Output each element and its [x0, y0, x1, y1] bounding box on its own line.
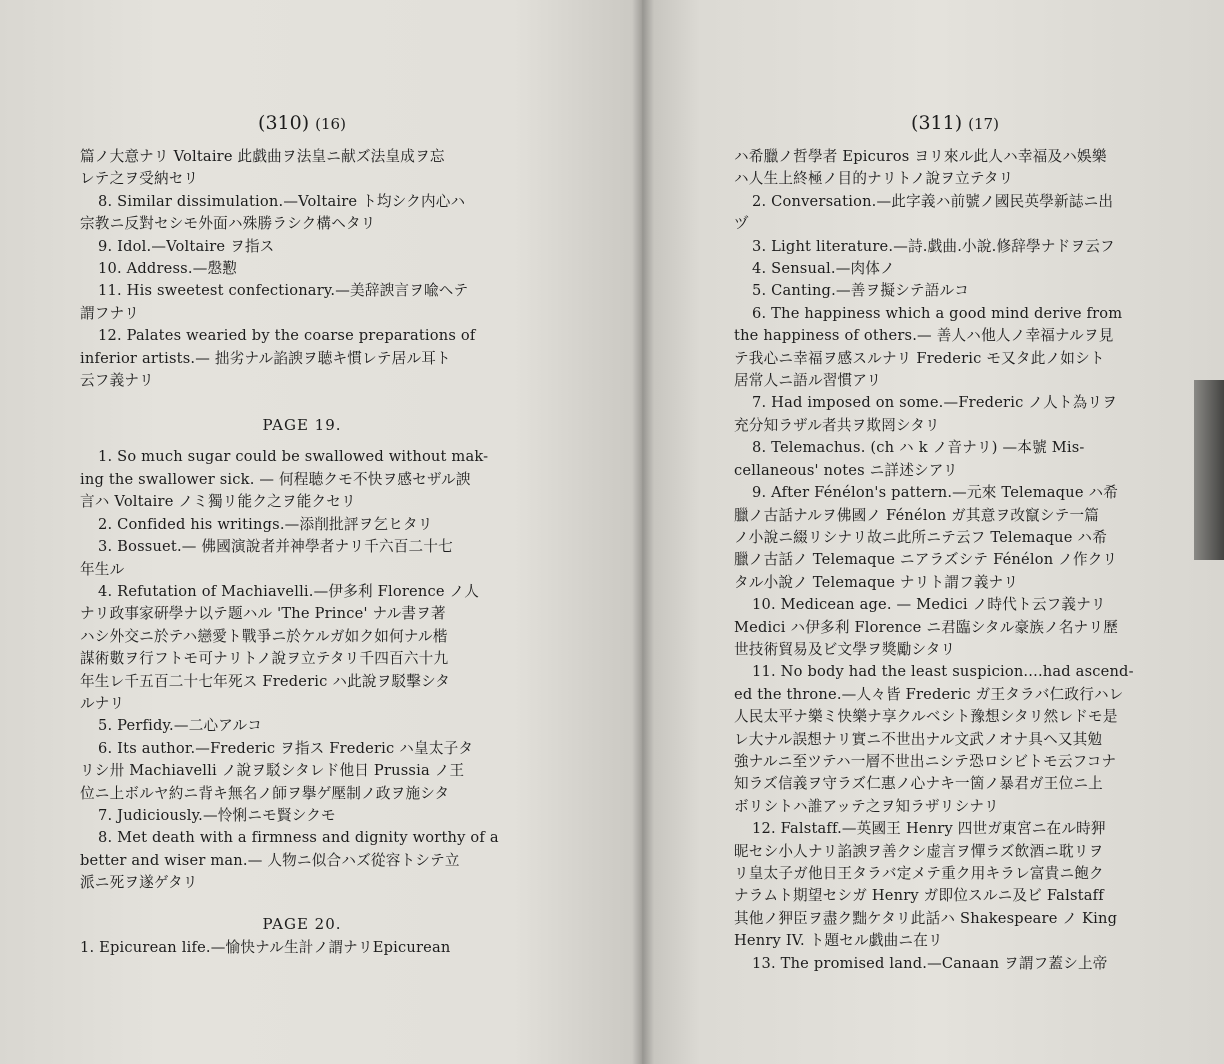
text-line: ルナリ: [80, 694, 125, 712]
text-line: inferior artists.— 拙劣ナル諂諛ヲ聴キ慣レテ居ル耳ト: [80, 349, 451, 367]
text-line: 年生レ千五百二十七年死ス Frederic ハ此說ヲ駁擊シタ: [80, 672, 451, 690]
text-line: 謀術數ヲ行フトモ可ナリトノ說ヲ立テタリ千四百六十九: [80, 650, 449, 668]
text-line: 11. His sweetest confectionary.—美辞諛言ヲ喩ヘテ: [98, 282, 469, 300]
text-line: 1. Epicurean life.—愉快ナル生計ノ謂ナリEpicurean: [80, 938, 451, 956]
page-19-heading: PAGE 19.: [262, 416, 342, 435]
right-block: [734, 146, 1176, 975]
text-line: 篇ノ大意ナリ Voltaire 此戯曲ヲ法皇ニ献ズ法皇成ヲ忘: [80, 148, 445, 165]
text-line: 云フ義ナリ: [80, 372, 154, 390]
text-line: 7. Judiciously.—怜悧ニモ賢シクモ: [98, 806, 336, 824]
left-block-b: [80, 446, 524, 894]
text-line: Medici ハ伊多利 Florence ニ君臨シタル豪族ノ名ナリ歷: [734, 618, 1119, 636]
text-line: 11. No body had the least suspicion....had ascend-: [752, 663, 1134, 681]
text-line: 4. Refutation of Machiavelli.—伊多利 Florence ノ人: [98, 582, 480, 600]
text-line: better and wiser man.— 人物ニ似合ハズ從容トシテ立: [80, 851, 460, 869]
text-line: 4. Sensual.—肉体ノ: [752, 260, 895, 278]
text-line: ノ小說ニ綴リシナリ故ニ此所ニテ云フ Telemaque ハ希: [734, 528, 1108, 546]
text-line: 7. Had imposed on some.—Frederic ノ人ト為リヲ: [752, 394, 1118, 412]
page-sub-number-16: (16): [315, 115, 346, 133]
text-line: 宗教ニ反對セシモ外面ハ殊勝ラシク構ヘタリ: [80, 215, 376, 233]
text-line: cellaneous' notes ニ詳述シアリ: [734, 461, 958, 479]
text-line: リ皇太子ガ他日王タラバ定メテ重ク用キラレ富貴ニ飽ク: [734, 865, 1104, 882]
text-line: ハ人生上終極ノ目的ナリトノ說ヲ立テタリ: [734, 170, 1014, 188]
text-line: タル小說ノ Telemaque ナリト謂フ義ナリ: [734, 573, 1019, 591]
text-line: 年生ル: [80, 560, 125, 578]
text-line: レ大ナル誤想ナリ實ニ不世出ナル文武ノオナ具ヘ又其勉: [734, 730, 1103, 748]
text-line: 12. Palates wearied by the coarse preparations of: [98, 327, 476, 345]
text-line: ボリシトハ誰アッテ之ヲ知ラザリシナリ: [734, 797, 999, 815]
text-line: ヅ: [734, 215, 749, 233]
right-page-number: [734, 110, 1176, 136]
text-line: 謂フナリ: [80, 304, 140, 322]
text-line: ハ希臘ノ哲學者 Epicuros ヨリ來ル此人ハ幸福及ハ娛樂: [734, 148, 1107, 165]
text-line: 昵セシ小人ナリ諂諛ヲ善クシ虚言ヲ憚ラズ飲酒ニ耽リヲ: [734, 842, 1104, 860]
text-line: 8. Telemachus. (ch ハ k ノ音ナリ) —本號 Mis-: [752, 439, 1085, 457]
text-line: 世技術貿易及ビ文學ヲ獎勵シタリ: [734, 640, 956, 658]
text-line: 5. Canting.—善ヲ擬シテ語ルコ: [752, 282, 970, 300]
text-line: ed the throne.—人々皆 Frederic ガ王タラバ仁政行ハレ: [734, 685, 1124, 703]
page-sub-number-17: (17): [968, 115, 999, 133]
text-line: 2. Conversation.—此字義ハ前號ノ國民英學新誌ニ出: [752, 192, 1114, 210]
text-line: 9. After Fénélon's pattern.—元來 Telemaque ハ希: [752, 484, 1119, 502]
text-line: 派ニ死ヲ遂ゲタリ: [80, 874, 198, 892]
left-block-c: [80, 937, 524, 959]
text-line: 8. Similar dissimulation.—Voltaire ト均シク内心ハ: [98, 192, 466, 210]
text-line: 10. Address.—慇懃: [98, 260, 238, 278]
text-line: Henry IV. ト題セル戯曲ニ在リ: [734, 932, 943, 950]
text-line: テ我心ニ幸福ヲ感スルナリ Frederic モ又タ此ノ如シト: [734, 349, 1105, 367]
text-line: 知ラズ信義ヲ守ラズ仁惠ノ心ナキ一箇ノ暴君ガ王位ニ上: [734, 775, 1103, 793]
text-line: リシ卅 Machiavelli ノ說ヲ駁シタレド他日 Prussia ノ王: [80, 762, 465, 780]
page-number-311: (311): [911, 112, 963, 134]
text-line: 10. Medicean age. — Medici ノ時代ト云フ義ナリ: [752, 596, 1106, 614]
text-line: ハシ外交ニ於テハ戀愛ト戰爭ニ於ケルガ如ク如何ナル楷: [80, 627, 448, 645]
text-line: 臘ノ古話ナルヲ佛國ノ Fénélon ガ其意ヲ改竄シテ一篇: [734, 506, 1100, 524]
text-line: 強ナルニ至ツテハ一層不世出ニシテ恐ロシビトモ云フコナ: [734, 752, 1117, 770]
right-page: [642, 0, 1224, 1064]
text-line: ing the swallower sick. — 何程聴クモ不快ヲ感セザル諛: [80, 470, 471, 488]
text-line: 3. Bossuet.— 佛國演說者并神學者ナリ千六百二十七: [98, 538, 453, 556]
text-line: 居常人ニ語ル習慣アリ: [734, 372, 882, 390]
text-line: 臘ノ古話ノ Telemaque ニアラズシテ Fénélon ノ作クリ: [734, 551, 1118, 569]
text-line: 充分知ラザル者共ヲ欺罔シタリ: [734, 416, 940, 434]
text-line: 1. So much sugar could be swallowed without mak-: [98, 448, 489, 466]
text-line: レテ之ヲ受納セリ: [80, 170, 199, 188]
text-line: the happiness of others.— 善人ハ他人ノ幸福ナルヲ見: [734, 327, 1114, 345]
book-edge-right: [1194, 380, 1224, 560]
text-line: 位ニ上ボルヤ約ニ背キ無名ノ師ヲ擧ゲ壓制ノ政ヲ施シタ: [80, 784, 450, 802]
text-line: 人民太平ナ樂ミ快樂ナ享クルベシト豫想シタリ然レドモ是: [734, 708, 1118, 726]
text-line: 其他ノ狎臣ヲ盡ク黜ケタリ此話ハ Shakespeare ノ King: [734, 909, 1118, 927]
text-line: 3. Light literature.—詩.戯曲.小說.修辞學ナドヲ云フ: [752, 237, 1115, 255]
page-20-heading: PAGE 20.: [262, 914, 342, 933]
text-line: ナラムト期望セシガ Henry ガ即位スルニ及ビ Falstaff: [734, 887, 1104, 905]
text-line: 13. The promised land.—Canaan ヲ謂フ蓋シ上帝: [752, 954, 1108, 972]
text-line: ナリ政事家硏學ナ以テ题ハル 'The Prince' ナル書ヲ著: [80, 605, 446, 623]
text-line: 5. Perfidy.—二心アルコ: [98, 717, 263, 735]
page-number-310: (310): [258, 112, 310, 134]
text-line: 9. Idol.—Voltaire ヲ指ス: [98, 237, 275, 255]
book-gutter: [632, 0, 654, 1064]
text-line: 6. Its author.—Frederic ヲ指ス Frederic ハ皇太子タ: [98, 739, 474, 757]
text-line: 2. Confided his writings.—添削批評ヲ乞ヒタリ: [98, 515, 433, 533]
text-line: 6. The happiness which a good mind derive from: [752, 304, 1123, 322]
left-block-a: [80, 146, 524, 392]
left-page-number: [80, 110, 524, 136]
text-line: 12. Falstaff.—英國王 Henry 四世ガ東宮ニ在ル時狎: [752, 820, 1106, 838]
text-line: 8. Met death with a firmness and dignity worthy of a: [98, 829, 499, 847]
text-line: 言ハ Voltaire ノミ獨リ能ク之ヲ能クセリ: [80, 493, 356, 511]
